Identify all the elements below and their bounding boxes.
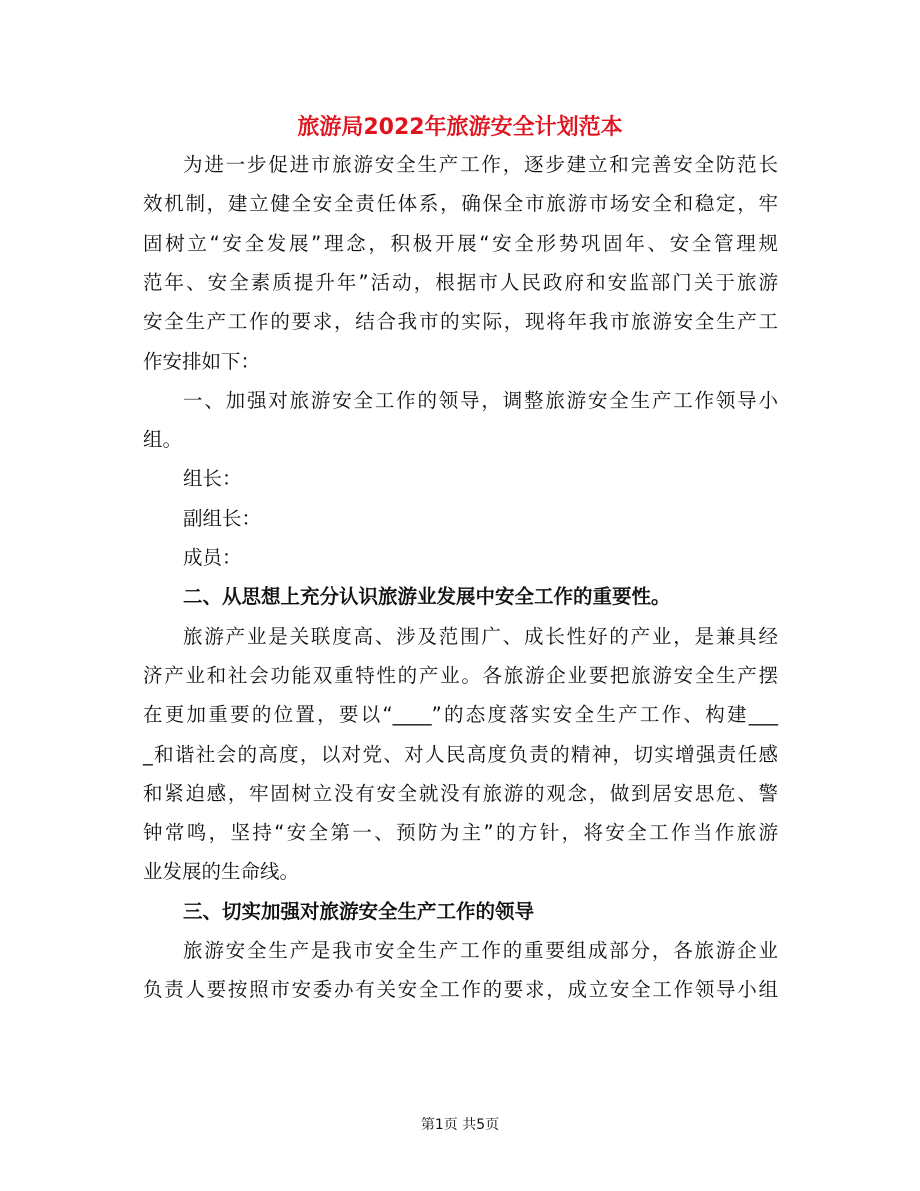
text-line: 组长：: [183, 467, 242, 491]
text-line: 效机制，建立健全安全责任体系，确保全市旅游市场安全和稳定，牢: [143, 192, 778, 216]
text-line: _和谐社会的高度，以对党、对人民高度负责的精神，切实增强责任感: [143, 742, 778, 766]
text-line: 固树立“安全发展”理念，积极开展“安全形势巩固年、安全管理规: [143, 231, 778, 255]
text-line: 和紧迫感，牢固树立没有安全就没有旅游的观念，做到居安思危、警: [143, 781, 778, 805]
text-line: 负责人要按照市安委办有关安全工作的要求，成立安全工作领导小组: [143, 978, 778, 1002]
text-line: 业发展的生命线。: [143, 860, 300, 884]
text-line: 安全生产工作的要求，结合我市的实际，现将年我市旅游安全生产工: [143, 310, 778, 334]
text-line: 在更加重要的位置，要以“____”的态度落实安全生产工作、构建___: [143, 703, 778, 727]
text-line: 为进一步促进市旅游安全生产工作，逐步建立和完善安全防范长: [183, 153, 778, 176]
text-line: 钟常鸣，坚持“安全第一、预防为主”的方针，将安全工作当作旅游: [143, 821, 778, 845]
text-line: 一、加强对旅游安全工作的领导，调整旅游安全生产工作领导小: [183, 388, 778, 412]
section-heading: 二、从思想上充分认识旅游业发展中安全工作的重要性。: [183, 585, 671, 609]
text-line: 范年、安全素质提升年”活动，根据市人民政府和安监部门关于旅游: [143, 270, 778, 294]
text-line: 作安排如下：: [143, 349, 261, 373]
section-heading: 三、切实加强对旅游安全生产工作的领导: [183, 899, 535, 923]
document-title: 旅游局2022年旅游安全计划范本: [297, 115, 623, 140]
text-line: 济产业和社会功能双重特性的产业。各旅游企业要把旅游安全生产摆: [143, 663, 778, 687]
text-line: 旅游产业是关联度高、涉及范围广、成长性好的产业，是兼具经: [183, 624, 778, 648]
text-line: 成员：: [183, 546, 242, 569]
text-line: 旅游安全生产是我市安全生产工作的重要组成部分，各旅游企业: [183, 939, 778, 962]
text-line: 组。: [143, 428, 183, 452]
text-line: 副组长：: [183, 506, 262, 530]
page-footer: 第1页 共5页: [420, 1117, 500, 1133]
